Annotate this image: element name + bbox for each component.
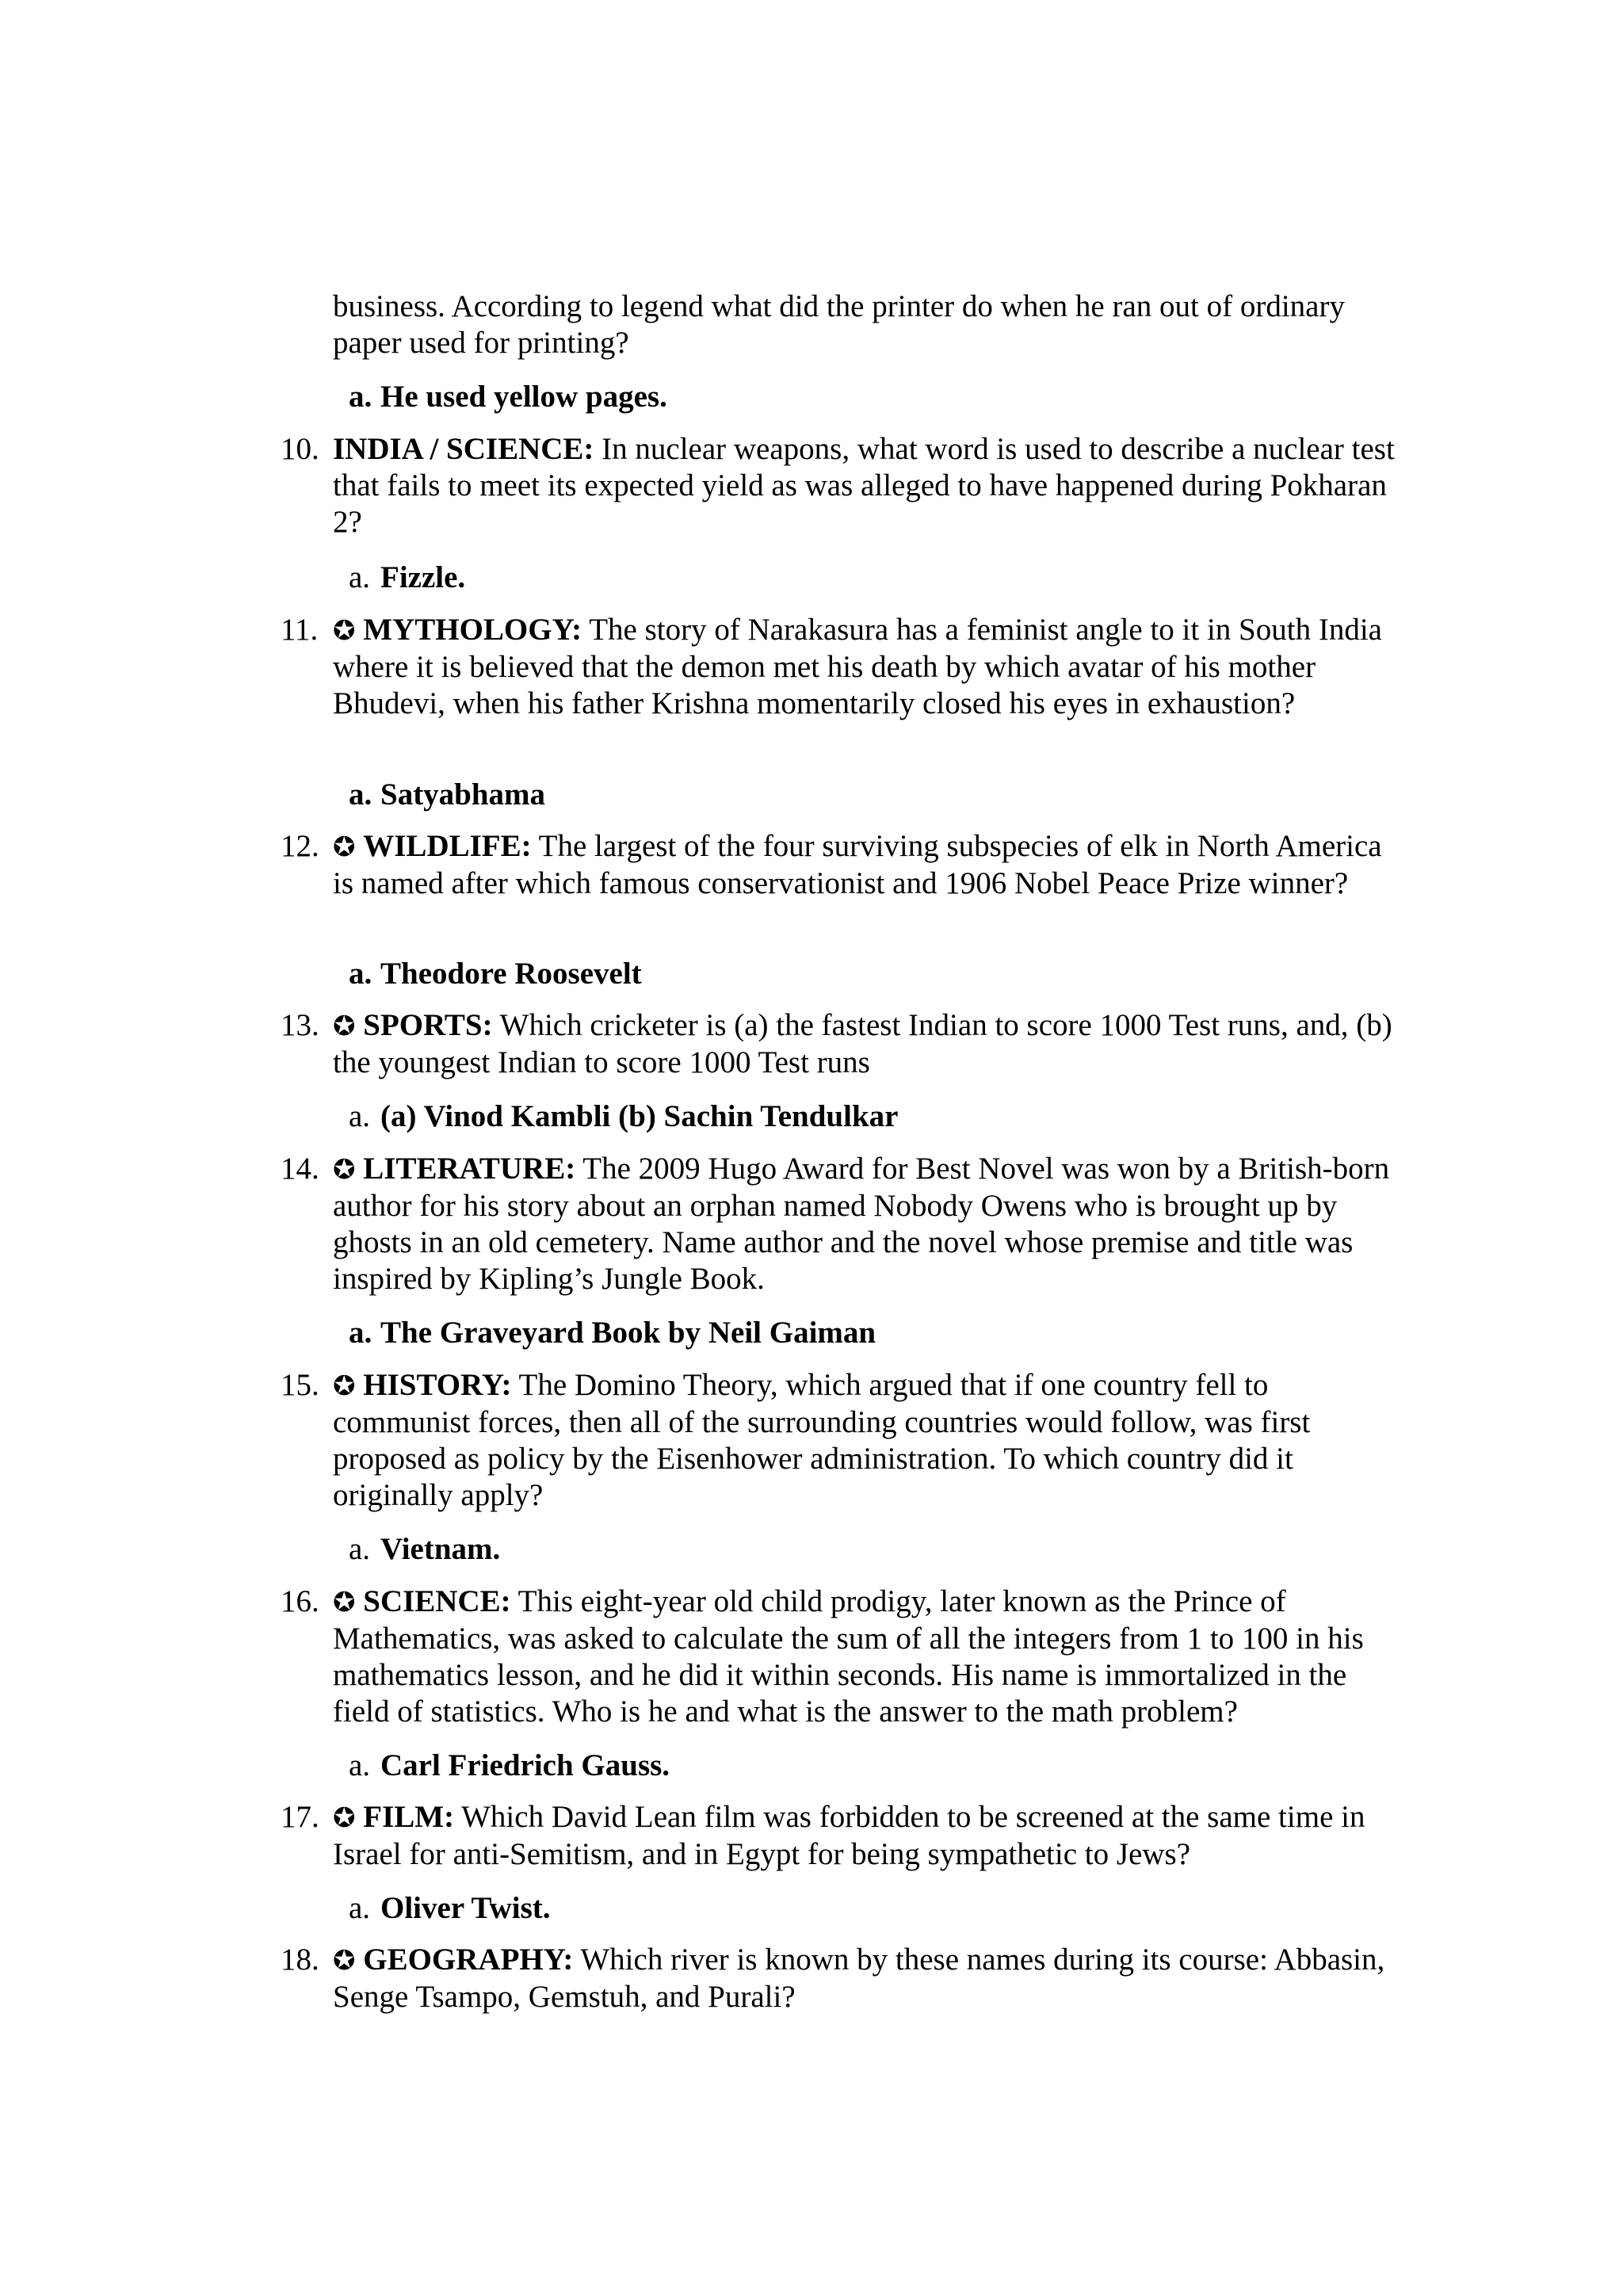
star-icon: ✪: [333, 1802, 356, 1834]
answer-text: He used yellow pages.: [380, 380, 667, 414]
question-category: SCIENCE:: [363, 1584, 511, 1618]
question-18: [281, 1942, 1395, 2015]
star-icon: ✪: [333, 831, 356, 863]
answer: [349, 956, 642, 992]
question-15: [281, 1367, 1395, 1514]
answer-letter: a.: [349, 380, 372, 414]
question-text: The largest of the four surviving subspecies of elk in North America is named after which famous conservationist and 1906 Nobel Peace Prize winner?: [333, 829, 1382, 900]
answer-letter: a.: [349, 560, 371, 594]
answer-text: (a) Vinod Kambli (b) Sachin Tendulkar: [380, 1099, 899, 1133]
question-text: This eight-year old child prodigy, later known as the Prince of Mathematics, was asked to calculate the sum of all the integers from 1 to 100 in his mathematics lesson, and he did it within seconds. His name is immortalized in the field of statistics. Who is he and what is the answer to the math problem?: [333, 1584, 1364, 1729]
question-category: GEOGRAPHY:: [363, 1943, 574, 1977]
question-14: [281, 1151, 1395, 1297]
star-icon: ✪: [333, 1010, 356, 1042]
question-number: 14.: [281, 1152, 319, 1186]
question-number: 12.: [281, 829, 319, 863]
question-13: [281, 1007, 1395, 1081]
question-10: [281, 431, 1395, 541]
answer-text: The Graveyard Book by Neil Gaiman: [380, 1316, 876, 1350]
question-text: Which river is known by these names during its course: Abbasin, Senge Tsampo, Gemstuh, and Purali?: [333, 1943, 1385, 2014]
question-number: 17.: [281, 1800, 319, 1834]
answer-letter: a.: [349, 1748, 371, 1782]
question-number: 16.: [281, 1584, 319, 1618]
question-category: SPORTS:: [363, 1008, 493, 1042]
question-number: 18.: [281, 1943, 319, 1977]
answer-letter: a.: [349, 1532, 371, 1566]
question-text: Which David Lean film was forbidden to be screened at the same time in Israel for anti-Semitism, and in Egypt for being sympathetic to Jews?: [333, 1800, 1365, 1871]
question-category: MYTHOLOGY:: [363, 613, 582, 647]
question-16: [281, 1584, 1395, 1730]
question-category: WILDLIFE:: [363, 829, 532, 863]
answer-letter: a.: [349, 1891, 371, 1925]
question-category: INDIA / SCIENCE:: [333, 432, 594, 466]
question-12: [281, 828, 1395, 902]
question-text: The 2009 Hugo Award for Best Novel was won by a British-born author for his story about an orphan named Nobody Owens who is brought up by ghosts in an old cemetery. Name author and the novel whose premise and title was inspired by Kipling’s Jungle Book.: [333, 1152, 1390, 1296]
question-number: 11.: [281, 613, 319, 647]
question-text: Which cricketer is (a) the fastest Indian to score 1000 Test runs, and, (b) the youngest Indian to score 1000 Test runs: [333, 1008, 1392, 1079]
question-category: LITERATURE:: [363, 1152, 576, 1186]
answer: [349, 1315, 876, 1351]
answer-text: Oliver Twist.: [380, 1891, 551, 1925]
answer-text: Theodore Roosevelt: [380, 957, 642, 991]
question-text: The story of Narakasura has a feminist angle to it in South India where it is believed that the demon met his death by which avatar of his mother Bhudevi, when his father Krishna momentarily closed his eyes in exhaustion?: [333, 613, 1382, 720]
answer: [349, 777, 546, 813]
question-text: The Domino Theory, which argued that if one country fell to communist forces, then all of the surrounding countries would follow, was first proposed as policy by the Eisenhower administration. To which country did it originally apply?: [333, 1368, 1311, 1512]
answer-text: Fizzle.: [380, 560, 466, 594]
answer-letter: a.: [349, 957, 372, 991]
answer: [349, 1890, 551, 1927]
star-icon: ✪: [333, 1370, 356, 1402]
answer: [349, 379, 667, 415]
answer-letter: a.: [349, 1099, 371, 1133]
answer-text: Satyabhama: [380, 777, 546, 812]
answer: [349, 1748, 670, 1784]
answer-text: Carl Friedrich Gauss.: [380, 1748, 670, 1782]
question-text: In nuclear weapons, what word is used to describe a nuclear test that fails to meet its expected yield as was alleged to have happened during Pokharan 2?: [333, 432, 1395, 539]
question-number: 10.: [281, 432, 319, 466]
star-icon: ✪: [333, 1587, 356, 1618]
question-category: FILM:: [363, 1800, 455, 1834]
answer: [349, 1531, 501, 1568]
question-number: 13.: [281, 1008, 319, 1042]
answer-text: Vietnam.: [380, 1532, 501, 1566]
answer-letter: a.: [349, 777, 372, 812]
answer-letter: a.: [349, 1316, 372, 1350]
answer: [349, 560, 466, 596]
star-icon: ✪: [333, 1945, 356, 1977]
star-icon: ✪: [333, 1154, 356, 1186]
question-number: 15.: [281, 1368, 319, 1402]
question-category: HISTORY:: [363, 1368, 512, 1402]
answer: [349, 1098, 899, 1135]
question-17: [281, 1799, 1395, 1873]
star-icon: ✪: [333, 615, 356, 647]
question-continuation: business. According to legend what did the printer do when he ran out of ordinary paper used for printing?: [333, 289, 1345, 360]
question-11: [281, 612, 1395, 722]
